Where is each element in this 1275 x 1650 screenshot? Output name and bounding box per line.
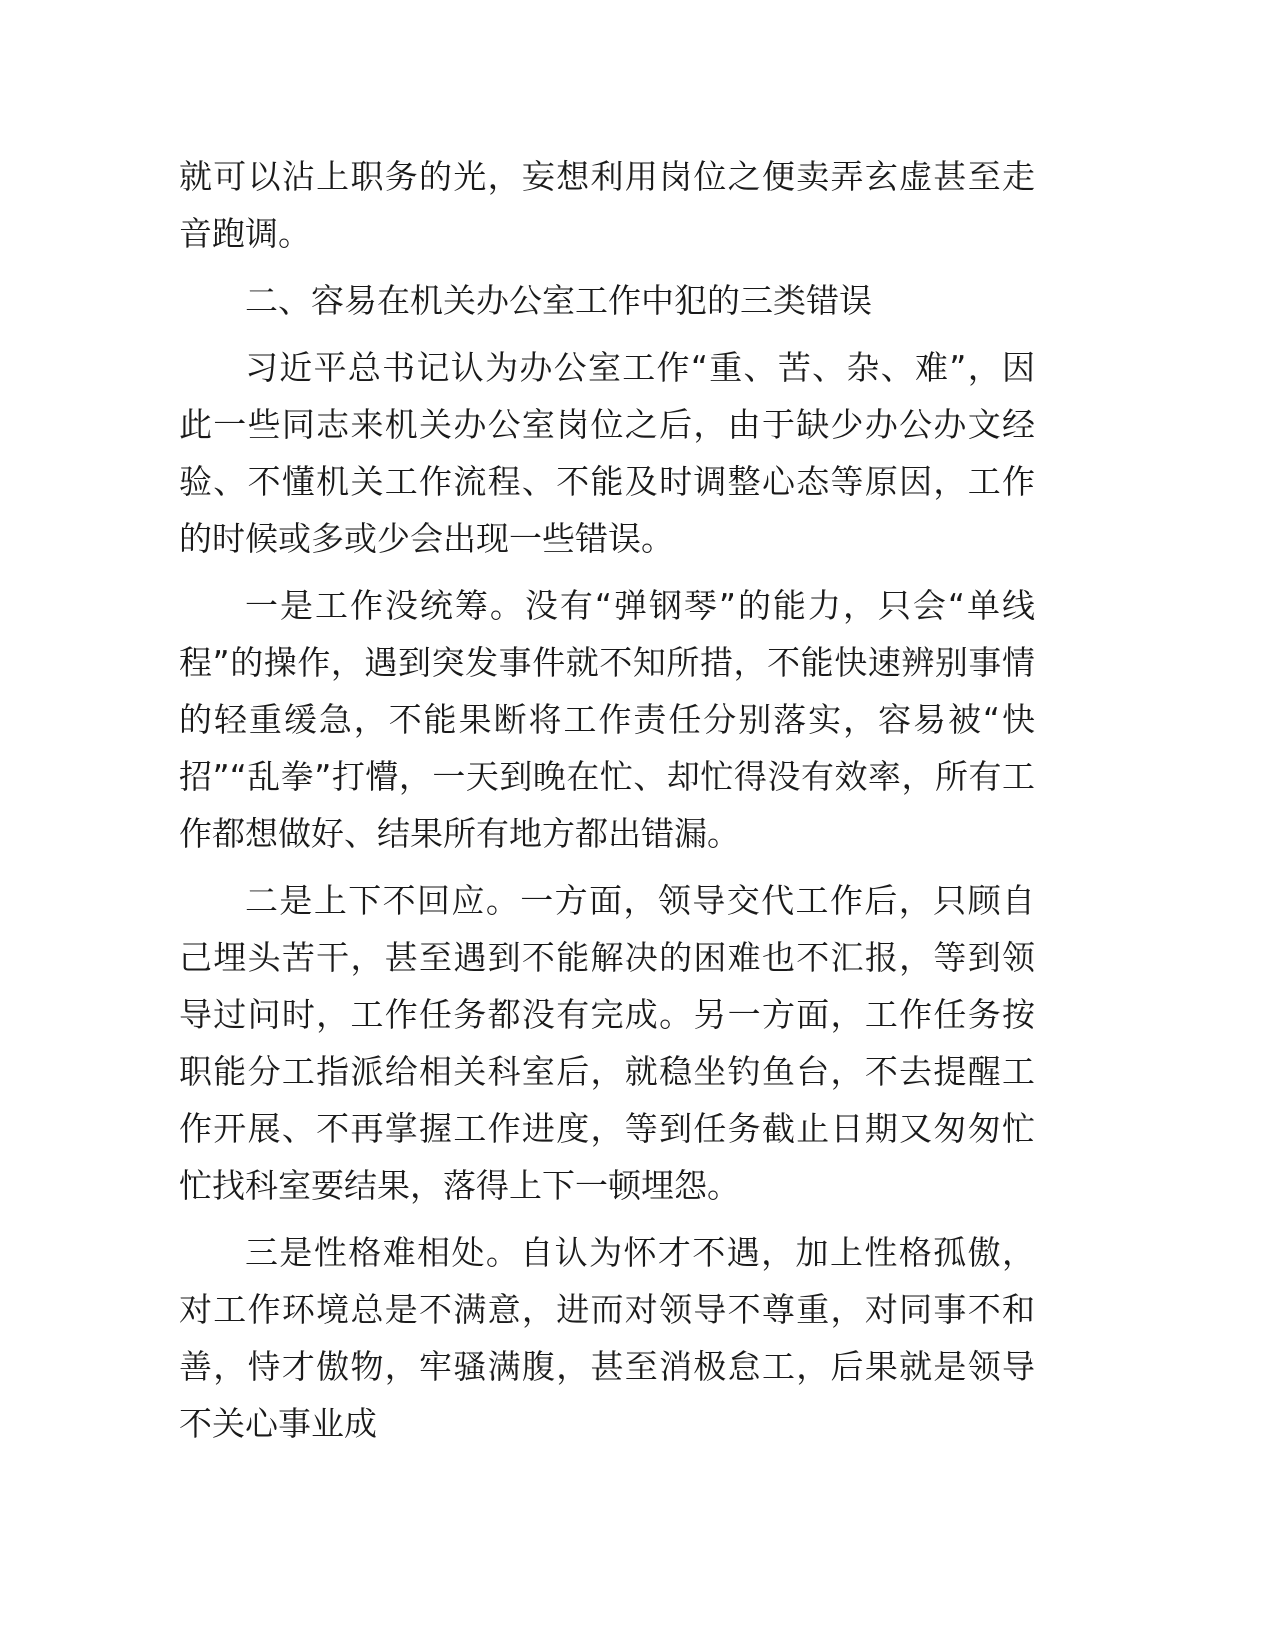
paragraph-continuation: 就可以沾上职务的光，妄想利用岗位之便卖弄玄虚甚至走音跑调。 — [179, 157, 1035, 253]
section-heading: 二、容易在机关办公室工作中犯的三类错误 — [245, 281, 872, 320]
paragraph-point-three: 三是性格难相处。自认为怀才不遇，加上性格孤傲，对工作环境总是不满意，进而对领导不尊重，对同事不和善，恃才傲物，牢骚满腹，甚至消极怠工，后果就是领导不关心事业成 — [179, 1233, 1035, 1443]
paragraph-intro: 习近平总书记认为办公室工作“重、苦、杂、难”，因此一些同志来机关办公室岗位之后，由于缺少办公办文经验、不懂机关工作流程、不能及时调整心态等原因，工作的时候或多或少会出现一些错误。 — [179, 348, 1035, 558]
document-page — [179, 148, 1035, 1452]
paragraph-point-one: 一是工作没统筹。没有“弹钢琴”的能力，只会“单线程”的操作，遇到突发事件就不知所措，不能快速辨别事情的轻重缓急，不能果断将工作责任分别落实，容易被“快招”“乱拳”打懵，一天到晚在忙、却忙得没有效率，所有工作都想做好、结果所有地方都出错漏。 — [179, 586, 1035, 853]
paragraph-point-two: 二是上下不回应。一方面，领导交代工作后，只顾自己埋头苦干，甚至遇到不能解决的困难也不汇报，等到领导过问时，工作任务都没有完成。另一方面，工作任务按职能分工指派给相关科室后，就稳坐钓鱼台，不去提醒工作开展、不再掌握工作进度，等到任务截止日期又匆匆忙忙找科室要结果，落得上下一顿埋怨。 — [179, 881, 1035, 1205]
